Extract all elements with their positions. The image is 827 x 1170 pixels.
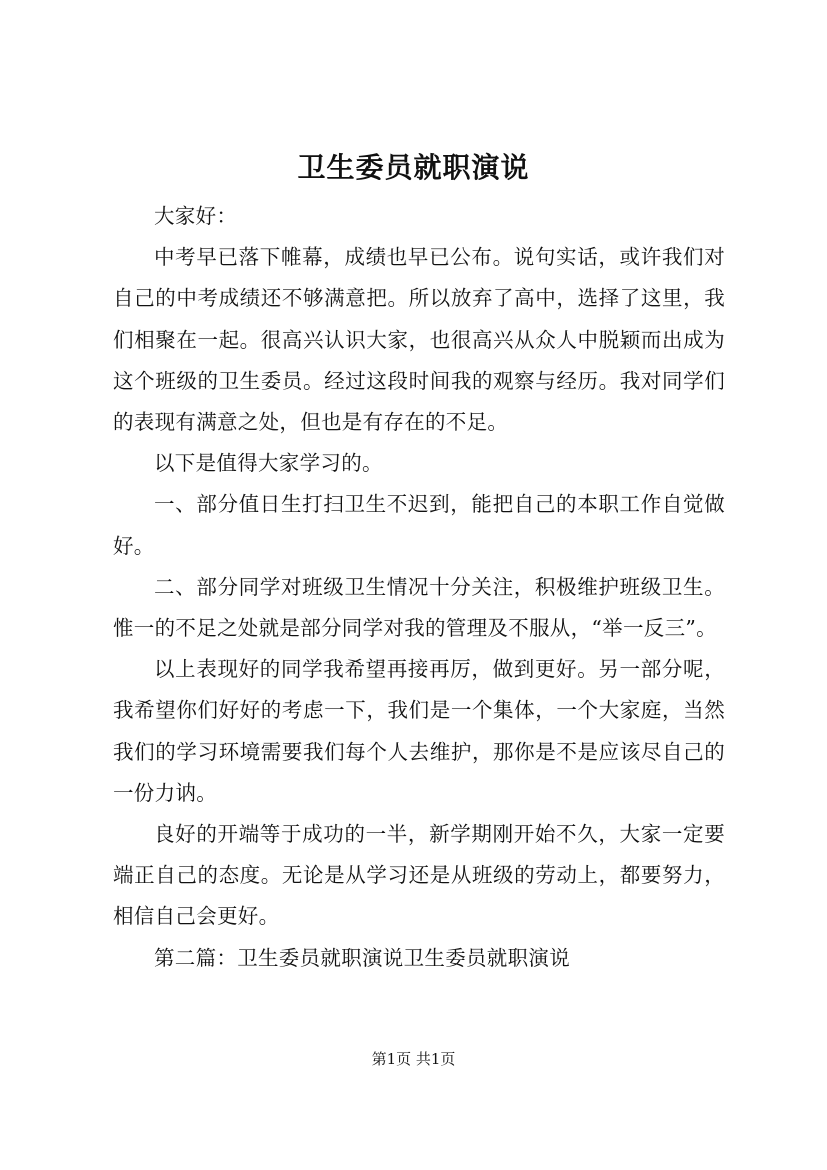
page-number-footer: 第1页 共1页 xyxy=(371,1050,456,1068)
paragraph-greeting: 大家好： xyxy=(154,204,238,228)
document-body xyxy=(113,196,725,979)
paragraph: 一、部分值日生打扫卫生不迟到，能把自己的本职工作自觉做好。 xyxy=(113,492,725,558)
paragraph: 中考早已落下帷幕，成绩也早已公布。说句实话，或许我们对自己的中考成绩还不够满意把。所以放弃了高中，选择了这里，我们相聚在一起。很高兴认识大家，也很高兴从众人中脱颖而出成为这个班级的卫生委员。经过这段时间我的观察与经历。我对同学们的表现有满意之处，但也是有存在的不足。 xyxy=(113,245,725,435)
paragraph: 以上表现好的同学我希望再接再厉，做到更好。另一部分呢，我希望你们好好的考虑一下，我们是一个集体，一个大家庭，当然我们的学习环境需要我们每个人去维护，那你是不是应该尽自己的一份力讷。 xyxy=(113,657,725,805)
paragraph: 良好的开端等于成功的一半，新学期刚开始不久，大家一定要端正自己的态度。无论是从学习还是从班级的劳动上，都要努力，相信自己会更好。 xyxy=(113,822,725,929)
paragraph: 以下是值得大家学习的。 xyxy=(154,451,383,476)
paragraph-section-heading: 第二篇：卫生委员就职演说卫生委员就职演说 xyxy=(154,945,570,970)
document-title: 卫生委员就职演说 xyxy=(297,151,530,184)
paragraph: 二、部分同学对班级卫生情况十分关注，积极维护班级卫生。惟一的不足之处就是部分同学对我的管理及不服从，“举一反三”。 xyxy=(113,574,725,641)
